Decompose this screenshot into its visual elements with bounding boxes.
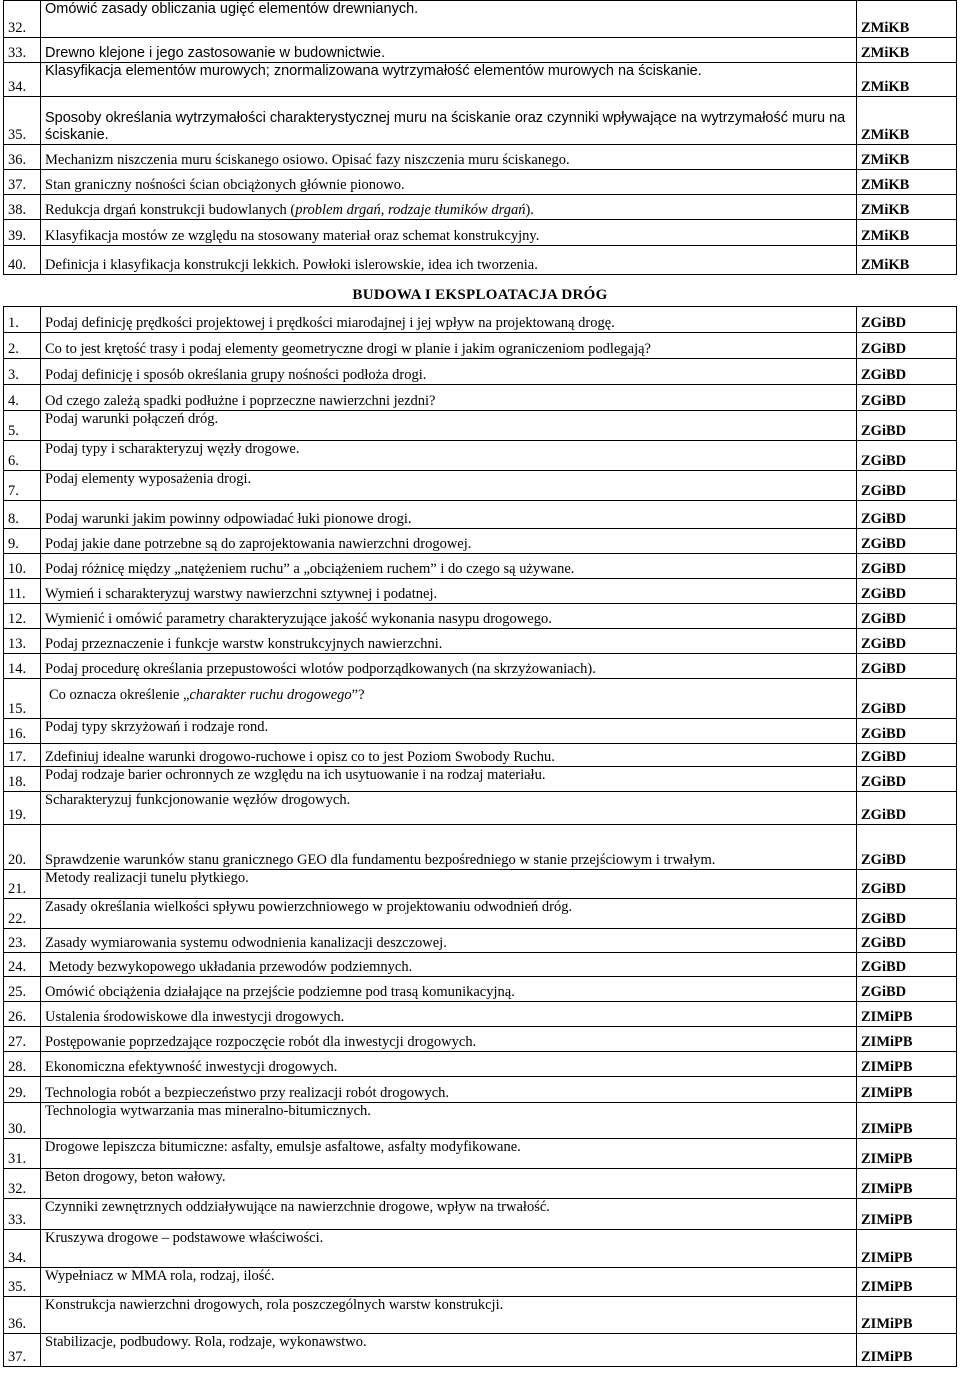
question-text: Kruszywa drogowe – podstawowe właściwości.: [41, 1230, 857, 1268]
unit-code: ZGiBD: [857, 529, 957, 554]
unit-code: ZMiKB: [857, 170, 957, 195]
unit-code: ZGiBD: [857, 929, 957, 953]
question-text: [41, 679, 857, 719]
unit-code: ZMiKB: [857, 195, 957, 220]
row-number: 12.: [4, 604, 41, 629]
table-row: [4, 1139, 957, 1169]
table-row: [4, 307, 957, 333]
question-text: Co to jest krętość trasy i podaj elementy geometryczne drogi w planie i jakim ograniczeniom podlegają?: [41, 333, 857, 359]
question-text: Zasady wymiarowania systemu odwodnienia kanalizacji deszczowej.: [41, 929, 857, 953]
unit-code: ZGiBD: [857, 899, 957, 929]
row-number: 6.: [4, 441, 41, 471]
table-row: [4, 1002, 957, 1027]
row-number: 23.: [4, 929, 41, 953]
question-text: Konstrukcja nawierzchni drogowych, rola poszczególnych warstw konstrukcji.: [41, 1297, 857, 1334]
unit-code: ZIMiPB: [857, 1139, 957, 1169]
row-number: 37.: [4, 1334, 41, 1367]
row-number: 35.: [4, 97, 41, 145]
unit-code: ZGiBD: [857, 744, 957, 767]
unit-code: ZGiBD: [857, 953, 957, 977]
table-row: [4, 679, 957, 719]
table-row: [4, 1334, 957, 1367]
unit-code: ZIMiPB: [857, 1268, 957, 1297]
question-text: Podaj przeznaczenie i funkcje warstw konstrukcyjnych nawierzchni.: [41, 629, 857, 654]
question-text: Wypełniacz w MMA rola, rodzaj, ilość.: [41, 1268, 857, 1297]
unit-code: ZGiBD: [857, 411, 957, 441]
table-row: [4, 441, 957, 471]
unit-code: ZMiKB: [857, 220, 957, 246]
unit-code: ZIMiPB: [857, 1297, 957, 1334]
unit-code: ZIMiPB: [857, 1077, 957, 1103]
question-text: Podaj warunki jakim powinny odpowiadać łuki pionowe drogi.: [41, 501, 857, 529]
table-row: [4, 929, 957, 953]
unit-code: ZGiBD: [857, 385, 957, 411]
unit-code: ZGiBD: [857, 501, 957, 529]
row-number: 27.: [4, 1027, 41, 1052]
unit-code: ZGiBD: [857, 307, 957, 333]
row-number: 36.: [4, 1297, 41, 1334]
row-number: 8.: [4, 501, 41, 529]
question-text: Wymień i scharakteryzuj warstwy nawierzchni sztywnej i podatnej.: [41, 579, 857, 604]
row-number: 31.: [4, 1139, 41, 1169]
table-row: [4, 63, 957, 97]
question-text: Podaj różnicę między „natężeniem ruchu” a „obciążeniem ruchem” i do czego są używane.: [41, 554, 857, 579]
unit-code: ZIMiPB: [857, 1230, 957, 1268]
question-text: Sprawdzenie warunków stanu granicznego GEO dla fundamentu bezpośredniego w stanie przejściowym i trwałym.: [41, 825, 857, 870]
table-row: [4, 220, 957, 246]
unit-code: ZIMiPB: [857, 1334, 957, 1367]
unit-code: ZGiBD: [857, 719, 957, 744]
question-text: Klasyfikacja elementów murowych; znormalizowana wytrzymałość elementów murowych na ściskanie.: [41, 63, 857, 97]
unit-code: ZIMiPB: [857, 1199, 957, 1230]
table-row: [4, 1297, 957, 1334]
unit-code: ZGiBD: [857, 554, 957, 579]
unit-code: ZGiBD: [857, 471, 957, 501]
table-row: [4, 1268, 957, 1297]
unit-code: ZGiBD: [857, 604, 957, 629]
table-row: [4, 1199, 957, 1230]
unit-code: ZMiKB: [857, 1, 957, 38]
table-row: [4, 1230, 957, 1268]
question-text: Metody bezwykopowego układania przewodów podziemnych.: [41, 953, 857, 977]
questions-table: [3, 0, 957, 1367]
section-row: [4, 275, 957, 307]
unit-code: ZGiBD: [857, 679, 957, 719]
row-number: 22.: [4, 899, 41, 929]
question-text: Podaj jakie dane potrzebne są do zaprojektowania nawierzchni drogowej.: [41, 529, 857, 554]
row-number: 14.: [4, 654, 41, 679]
table-row: [4, 501, 957, 529]
row-number: 7.: [4, 471, 41, 501]
question-text: Stabilizacje, podbudowy. Rola, rodzaje, wykonawstwo.: [41, 1334, 857, 1367]
table-row: [4, 170, 957, 195]
table-row: [4, 767, 957, 792]
question-text-part: ”?: [351, 687, 365, 703]
question-text: Podaj definicję i sposób określania grupy nośności podłoża drogi.: [41, 359, 857, 385]
row-number: 32.: [4, 1169, 41, 1199]
unit-code: ZGiBD: [857, 333, 957, 359]
unit-code: ZGiBD: [857, 977, 957, 1002]
row-number: 35.: [4, 1268, 41, 1297]
row-number: 3.: [4, 359, 41, 385]
question-text: Podaj elementy wyposażenia drogi.: [41, 471, 857, 501]
unit-code: ZGiBD: [857, 825, 957, 870]
row-number: 13.: [4, 629, 41, 654]
question-text: Drewno klejone i jego zastosowanie w budownictwie.: [41, 38, 857, 63]
unit-code: ZGiBD: [857, 629, 957, 654]
row-number: 17.: [4, 744, 41, 767]
table-row: [4, 333, 957, 359]
table-row: [4, 38, 957, 63]
unit-code: ZGiBD: [857, 792, 957, 825]
question-text: Drogowe lepiszcza bitumiczne: asfalty, emulsje asfaltowe, asfalty modyfikowane.: [41, 1139, 857, 1169]
question-text: Podaj procedurę określania przepustowości wlotów podporządkowanych (na skrzyżowaniach).: [41, 654, 857, 679]
table-row: [4, 145, 957, 170]
row-number: 16.: [4, 719, 41, 744]
unit-code: ZGiBD: [857, 441, 957, 471]
row-number: 30.: [4, 1103, 41, 1139]
table-row: [4, 529, 957, 554]
table-row: [4, 1, 957, 38]
unit-code: ZMiKB: [857, 246, 957, 275]
table-row: [4, 1103, 957, 1139]
row-number: 25.: [4, 977, 41, 1002]
question-text-part: Redukcja drgań konstrukcji budowlanych (: [45, 202, 296, 218]
row-number: 26.: [4, 1002, 41, 1027]
table-row: [4, 744, 957, 767]
question-text: Podaj rodzaje barier ochronnych ze względu na ich usytuowanie i na rodzaj materiału.: [41, 767, 857, 792]
question-text: Scharakteryzuj funkcjonowanie węzłów drogowych.: [41, 792, 857, 825]
question-text: Omówić obciążenia działające na przejście podziemne pod trasą komunikacyjną.: [41, 977, 857, 1002]
question-text: Sposoby określania wytrzymałości charakterystycznej muru na ściskanie oraz czynniki wpływające na wytrzymałość muru na ściskanie.: [41, 97, 857, 145]
row-number: 38.: [4, 195, 41, 220]
table-row: [4, 385, 957, 411]
question-text: Technologia robót a bezpieczeństwo przy realizacji robót drogowych.: [41, 1077, 857, 1103]
table-row: [4, 825, 957, 870]
table-row: [4, 870, 957, 899]
row-number: 19.: [4, 792, 41, 825]
table-row: [4, 1052, 957, 1077]
unit-code: ZIMiPB: [857, 1103, 957, 1139]
row-number: 9.: [4, 529, 41, 554]
question-text: Klasyfikacja mostów ze względu na stosowany materiał oraz schemat konstrukcyjny.: [41, 220, 857, 246]
unit-code: ZGiBD: [857, 359, 957, 385]
row-number: 39.: [4, 220, 41, 246]
row-number: 40.: [4, 246, 41, 275]
question-text-part: Co oznacza określenie „: [49, 687, 190, 703]
question-text: Postępowanie poprzedzające rozpoczęcie robót dla inwestycji drogowych.: [41, 1027, 857, 1052]
question-text: Zasady określania wielkości spływu powierzchniowego w projektowaniu odwodnień dróg.: [41, 899, 857, 929]
row-number: 2.: [4, 333, 41, 359]
question-text: Czynniki zewnętrznych oddziaływujące na nawierzchnie drogowe, wpływ na trwałość.: [41, 1199, 857, 1230]
question-text: Metody realizacji tunelu płytkiego.: [41, 870, 857, 899]
table-row: [4, 953, 957, 977]
table-row: [4, 977, 957, 1002]
row-number: 11.: [4, 579, 41, 604]
row-number: 20.: [4, 825, 41, 870]
row-number: 5.: [4, 411, 41, 441]
section-title: BUDOWA I EKSPLOATACJA DRÓG: [352, 287, 608, 303]
question-text: Zdefiniuj idealne warunki drogowo-ruchowe i opisz co to jest Poziom Swobody Ruchu.: [41, 744, 857, 767]
table-row: [4, 411, 957, 441]
row-number: 1.: [4, 307, 41, 333]
table-row: [4, 579, 957, 604]
table-row: [4, 1027, 957, 1052]
unit-code: ZIMiPB: [857, 1052, 957, 1077]
table-row: [4, 1077, 957, 1103]
unit-code: ZGiBD: [857, 767, 957, 792]
table-row: [4, 359, 957, 385]
question-text: Stan graniczny nośności ścian obciążonych głównie pionowo.: [41, 170, 857, 195]
table-row: [4, 719, 957, 744]
table-row: [4, 654, 957, 679]
question-text: Technologia wytwarzania mas mineralno-bitumicznych.: [41, 1103, 857, 1139]
table-row: [4, 1169, 957, 1199]
unit-code: ZMiKB: [857, 145, 957, 170]
table-row: [4, 554, 957, 579]
question-text: Podaj typy i scharakteryzuj węzły drogowe.: [41, 441, 857, 471]
question-text: Wymienić i omówić parametry charakteryzujące jakość wykonania nasypu drogowego.: [41, 604, 857, 629]
unit-code: ZGiBD: [857, 579, 957, 604]
question-text: [41, 195, 857, 220]
question-text-part: ).: [525, 202, 534, 218]
question-text: Omówić zasady obliczania ugięć elementów drewnianych.: [41, 1, 857, 38]
row-number: 37.: [4, 170, 41, 195]
unit-code: ZGiBD: [857, 654, 957, 679]
question-text-italic: problem drgań, rodzaje tłumików drgań: [295, 202, 526, 218]
row-number: 34.: [4, 1230, 41, 1268]
unit-code: ZMiKB: [857, 38, 957, 63]
table-row: [4, 792, 957, 825]
table-row: [4, 899, 957, 929]
row-number: 21.: [4, 870, 41, 899]
row-number: 34.: [4, 63, 41, 97]
unit-code: ZIMiPB: [857, 1169, 957, 1199]
row-number: 29.: [4, 1077, 41, 1103]
unit-code: ZMiKB: [857, 63, 957, 97]
row-number: 4.: [4, 385, 41, 411]
table-row: [4, 629, 957, 654]
row-number: 10.: [4, 554, 41, 579]
question-text: Podaj warunki połączeń dróg.: [41, 411, 857, 441]
row-number: 33.: [4, 38, 41, 63]
unit-code: ZGiBD: [857, 870, 957, 899]
question-text-italic: charakter ruchu drogowego: [189, 687, 352, 703]
question-text: Ustalenia środowiskowe dla inwestycji drogowych.: [41, 1002, 857, 1027]
question-text: Ekonomiczna efektywność inwestycji drogowych.: [41, 1052, 857, 1077]
question-text: Podaj definicję prędkości projektowej i prędkości miarodajnej i jej wpływ na projektowaną drogę.: [41, 307, 857, 333]
question-text: Podaj typy skrzyżowań i rodzaje rond.: [41, 719, 857, 744]
row-number: 36.: [4, 145, 41, 170]
row-number: 15.: [4, 679, 41, 719]
row-number: 24.: [4, 953, 41, 977]
table-row: [4, 471, 957, 501]
table-row: [4, 604, 957, 629]
unit-code: ZIMiPB: [857, 1002, 957, 1027]
row-number: 18.: [4, 767, 41, 792]
question-text: Od czego zależą spadki podłużne i poprzeczne nawierzchni jezdni?: [41, 385, 857, 411]
unit-code: ZMiKB: [857, 97, 957, 145]
question-text: Mechanizm niszczenia muru ściskanego osiowo. Opisać fazy niszczenia muru ściskanego.: [41, 145, 857, 170]
row-number: 33.: [4, 1199, 41, 1230]
table-row: [4, 97, 957, 145]
table-row: [4, 195, 957, 220]
row-number: 28.: [4, 1052, 41, 1077]
question-text: Definicja i klasyfikacja konstrukcji lekkich. Powłoki islerowskie, idea ich tworzenia.: [41, 246, 857, 275]
row-number: 32.: [4, 1, 41, 38]
question-text: Beton drogowy, beton wałowy.: [41, 1169, 857, 1199]
table-row: [4, 246, 957, 275]
unit-code: ZIMiPB: [857, 1027, 957, 1052]
